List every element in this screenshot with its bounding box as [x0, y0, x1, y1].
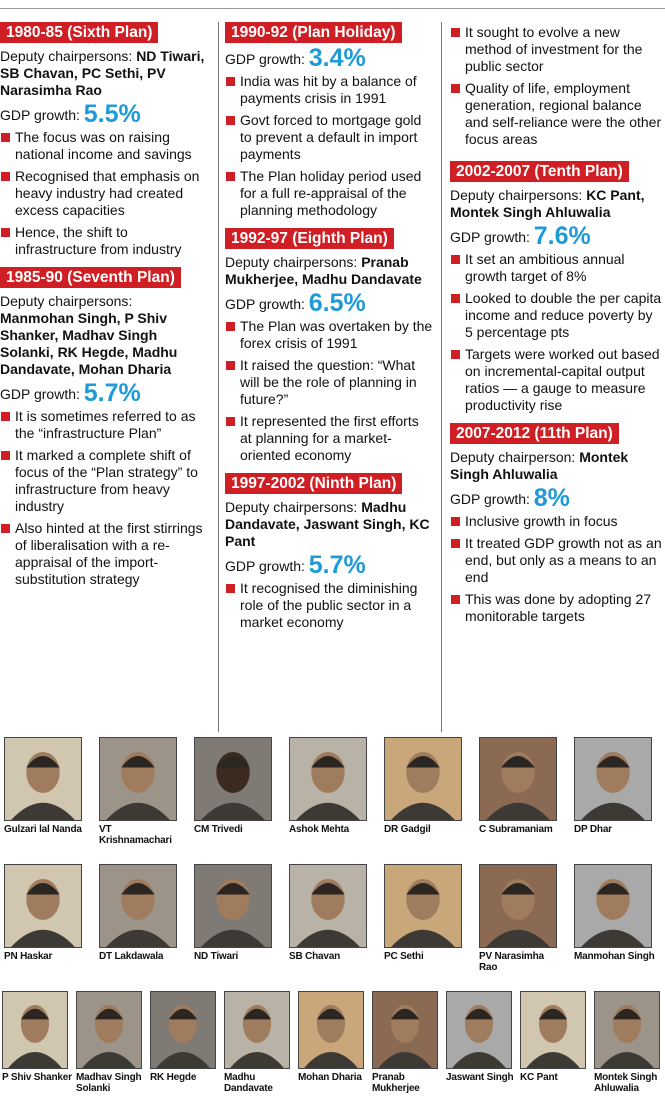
- person-silhouette-icon: [521, 992, 585, 1068]
- bullet-square-icon: [226, 172, 235, 181]
- gdp-value: 7.6%: [533, 222, 591, 250]
- portrait-name: Montek Singh Ahluwalia: [594, 1072, 658, 1094]
- portrait-dr-gadgil: [384, 737, 466, 835]
- portrait-photo: [594, 991, 660, 1069]
- portrait-name: ND Tiwari: [194, 951, 239, 962]
- gdp-value: 8%: [533, 484, 570, 512]
- plan-section-2002-2007-tenth-plan: [450, 161, 664, 414]
- gdp-growth: [225, 291, 433, 316]
- focus-point: [450, 251, 664, 285]
- deputy-label: Deputy chairpersons:: [0, 293, 133, 309]
- portrait-manmohan-singh: [574, 864, 656, 962]
- plan-header: 1997-2002 (Ninth Plan): [225, 473, 402, 494]
- gdp-label: GDP growth:: [225, 51, 309, 67]
- plan-header: 1990-92 (Plan Holiday): [225, 22, 402, 43]
- portrait-jaswant-singh: [446, 991, 516, 1083]
- portrait-name: Gulzari lal Nanda: [4, 824, 82, 835]
- portrait-photo: [150, 991, 216, 1069]
- gdp-label: GDP growth:: [0, 386, 84, 402]
- focus-points: [0, 408, 210, 588]
- bullet-square-icon: [451, 350, 460, 359]
- focus-point-text: It represented the first efforts at planning for a market-oriented economy: [240, 413, 419, 463]
- portrait-photo: [194, 864, 272, 948]
- gdp-label: GDP growth:: [450, 229, 534, 245]
- gdp-label: GDP growth:: [0, 107, 84, 123]
- focus-point: [225, 580, 433, 631]
- deputy-label: Deputy chairpersons:: [225, 254, 362, 270]
- bullet-square-icon: [1, 451, 10, 460]
- plan-header: 2002-2007 (Tenth Plan): [450, 161, 629, 182]
- focus-point: [225, 357, 433, 408]
- focus-point: [0, 447, 210, 515]
- portrait-madhu-dandavate: [224, 991, 294, 1094]
- spacer: [450, 153, 664, 161]
- plan-header: 2007-2012 (11th Plan): [450, 423, 619, 444]
- gdp-growth: [225, 553, 433, 578]
- portrait-name: PV Narasimha Rao: [479, 951, 544, 973]
- gdp-label: GDP growth:: [225, 296, 309, 312]
- focus-point-text: Quality of life, employment generation, regional balance and self-reliance were the other focus areas: [465, 80, 662, 147]
- bullet-square-icon: [1, 172, 10, 181]
- person-silhouette-icon: [195, 865, 271, 947]
- deputy-names: Manmohan Singh, P Shiv Shanker, Madhav Singh Solanki, RK Hegde, Madhu Dandavate, Mohan Dharia: [0, 310, 178, 377]
- person-silhouette-icon: [575, 738, 651, 820]
- portrait-dt-lakdawala: [99, 864, 181, 962]
- bullet-square-icon: [451, 28, 460, 37]
- portrait-mohan-dharia: [298, 991, 368, 1083]
- bullet-square-icon: [1, 412, 10, 421]
- portrait-name: SB Chavan: [289, 951, 340, 962]
- portrait-name: KC Pant: [520, 1072, 558, 1083]
- portrait-p-shiv-shanker: [2, 991, 72, 1083]
- portrait-photo: [479, 737, 557, 821]
- focus-point-text: Recognised that emphasis on heavy industry had created excess capacities: [15, 168, 200, 218]
- bullet-square-icon: [451, 595, 460, 604]
- gdp-growth: [450, 486, 664, 511]
- bullet-square-icon: [451, 517, 460, 526]
- bullet-square-icon: [226, 417, 235, 426]
- focus-point-text: The Plan was overtaken by the forex crisis of 1991: [240, 318, 433, 351]
- bullet-square-icon: [226, 584, 235, 593]
- focus-point: [450, 24, 664, 75]
- focus-points: [0, 129, 210, 258]
- portrait-name: DR Gadgil: [384, 824, 431, 835]
- focus-point-text: Targets were worked out based on incremental-capital output ratios — a gauge to measure productivity rise: [465, 346, 660, 413]
- focus-point-text: Hence, the shift to infrastructure from industry: [15, 224, 182, 257]
- focus-point: [225, 318, 433, 352]
- bullet-square-icon: [451, 539, 460, 548]
- focus-points: [450, 251, 664, 414]
- focus-point-text: Looked to double the per capita income and reduce poverty by 5 percentage pts: [465, 290, 662, 340]
- deputy-chairpersons: [225, 254, 433, 288]
- person-silhouette-icon: [290, 865, 366, 947]
- portrait-pn-haskar: [4, 864, 86, 962]
- plan-section-1985-90-seventh-plan: [0, 267, 210, 588]
- deputy-names: Madhu Dandavate, Jaswant Singh, KC Pant: [225, 499, 430, 549]
- deputy-chairpersons: [450, 449, 664, 483]
- portrait-photo: [224, 991, 290, 1069]
- person-silhouette-icon: [100, 865, 176, 947]
- portrait-c-subramaniam: [479, 737, 561, 835]
- portrait-photo: [4, 737, 82, 821]
- portrait-photo: [289, 864, 367, 948]
- focus-point: [0, 224, 210, 258]
- person-silhouette-icon: [151, 992, 215, 1068]
- bullet-square-icon: [226, 77, 235, 86]
- person-silhouette-icon: [299, 992, 363, 1068]
- focus-point-text: It sought to evolve a new method of investment for the public sector: [465, 24, 643, 74]
- gdp-value: 3.4%: [308, 44, 366, 72]
- focus-point: [450, 591, 664, 625]
- portrait-name: PN Haskar: [4, 951, 53, 962]
- plan-section-2007-2012-11th-plan: [450, 423, 664, 625]
- portrait-name: Pranab Mukherjee: [372, 1072, 420, 1094]
- bullet-square-icon: [226, 361, 235, 370]
- portrait-photo: [99, 864, 177, 948]
- bullet-square-icon: [451, 294, 460, 303]
- person-silhouette-icon: [195, 738, 271, 820]
- portrait-cm-trivedi: [194, 737, 276, 835]
- focus-point: [450, 290, 664, 341]
- portrait-pv-narasimha-rao: [479, 864, 561, 973]
- portrait-photo: [574, 737, 652, 821]
- portrait-name: P Shiv Shanker: [2, 1072, 72, 1083]
- deputy-chairpersons: [0, 48, 210, 99]
- plan-section-1990-92-plan-holiday: [225, 22, 433, 219]
- deputy-label: Deputy chairperson:: [450, 449, 580, 465]
- person-silhouette-icon: [225, 992, 289, 1068]
- focus-point: [0, 408, 210, 442]
- plan-header: 1992-97 (Eighth Plan): [225, 228, 394, 249]
- focus-point: [0, 520, 210, 588]
- plan-header: 1980-85 (Sixth Plan): [0, 22, 158, 43]
- portrait-kc-pant: [520, 991, 590, 1083]
- column-2: [225, 22, 433, 640]
- focus-point: [225, 168, 433, 219]
- focus-points: [225, 318, 433, 464]
- person-silhouette-icon: [5, 738, 81, 820]
- gdp-growth: [450, 224, 664, 249]
- portrait-name: Manmohan Singh: [574, 951, 655, 962]
- column-3: [450, 22, 664, 634]
- focus-point: [225, 413, 433, 464]
- portrait-name: CM Trivedi: [194, 824, 243, 835]
- portrait-photo: [574, 864, 652, 948]
- gdp-value: 5.5%: [83, 100, 141, 128]
- focus-point: [0, 129, 210, 163]
- portrait-photo: [99, 737, 177, 821]
- bullet-square-icon: [226, 322, 235, 331]
- deputy-names: KC Pant, Montek Singh Ahluwalia: [450, 187, 645, 220]
- deputy-names: ND Tiwari, SB Chavan, PC Sethi, PV Narasimha Rao: [0, 48, 205, 98]
- person-silhouette-icon: [77, 992, 141, 1068]
- portrait-photo: [384, 864, 462, 948]
- portrait-name: Mohan Dharia: [298, 1072, 362, 1083]
- column-1: [0, 22, 210, 597]
- plan-section-1980-85-sixth-plan: [0, 22, 210, 258]
- portrait-madhav-singh-solanki: [76, 991, 146, 1094]
- person-silhouette-icon: [5, 865, 81, 947]
- focus-point: [450, 346, 664, 414]
- portrait-photo: [298, 991, 364, 1069]
- plan-section-1992-97-eighth-plan: [225, 228, 433, 464]
- person-silhouette-icon: [595, 992, 659, 1068]
- focus-point-text: Inclusive growth in focus: [465, 513, 618, 529]
- portrait-sb-chavan: [289, 864, 371, 962]
- person-silhouette-icon: [100, 738, 176, 820]
- plan-section-1997-2002-ninth-plan: [225, 473, 433, 631]
- focus-point-text: Also hinted at the first stirrings of liberalisation with a re-appraisal of the import-substitution strategy: [15, 520, 203, 587]
- deputy-label: Deputy chairpersons:: [225, 499, 362, 515]
- portrait-photo: [289, 737, 367, 821]
- person-silhouette-icon: [385, 865, 461, 947]
- person-silhouette-icon: [447, 992, 511, 1068]
- focus-point: [0, 168, 210, 219]
- focus-point: [450, 513, 664, 530]
- focus-point-text: The Plan holiday period used for a full re-appraisal of the planning methodology: [240, 168, 422, 218]
- deputy-label: Deputy chairpersons:: [0, 48, 137, 64]
- gdp-value: 5.7%: [308, 551, 366, 579]
- focus-point: [450, 80, 664, 148]
- focus-point-text: It raised the question: “What will be the role of planning in future?”: [240, 357, 417, 407]
- focus-point-text: India was hit by a balance of payments crisis in 1991: [240, 73, 417, 106]
- deputy-names: Pranab Mukherjee, Madhu Dandavate: [225, 254, 422, 287]
- top-rule: [0, 8, 665, 9]
- focus-point-text: It recognised the diminishing role of the public sector in a market economy: [240, 580, 418, 630]
- portrait-rk-hegde: [150, 991, 220, 1083]
- portrait-photo: [520, 991, 586, 1069]
- column-divider-2: [441, 22, 442, 732]
- portrait-name: PC Sethi: [384, 951, 424, 962]
- bullet-square-icon: [1, 524, 10, 533]
- person-silhouette-icon: [290, 738, 366, 820]
- person-silhouette-icon: [3, 992, 67, 1068]
- portrait-name: DP Dhar: [574, 824, 612, 835]
- focus-points: [225, 73, 433, 219]
- gdp-value: 6.5%: [308, 289, 366, 317]
- portrait-name: DT Lakdawala: [99, 951, 164, 962]
- focus-point: [450, 535, 664, 586]
- portrait-name: C Subramaniam: [479, 824, 553, 835]
- portrait-name: Madhu Dandavate: [224, 1072, 273, 1094]
- gdp-growth: [0, 381, 210, 406]
- portrait-name: Madhav Singh Solanki: [76, 1072, 142, 1094]
- plan-header: 1985-90 (Seventh Plan): [0, 267, 181, 288]
- bullet-square-icon: [1, 133, 10, 142]
- portrait-photo: [446, 991, 512, 1069]
- deputy-chairpersons: [0, 293, 210, 378]
- portrait-photo: [479, 864, 557, 948]
- portrait-name: Jaswant Singh: [446, 1072, 514, 1083]
- portrait-photo: [4, 864, 82, 948]
- portrait-ashok-mehta: [289, 737, 371, 835]
- focus-point: [225, 73, 433, 107]
- portrait-pc-sethi: [384, 864, 466, 962]
- bullet-square-icon: [226, 116, 235, 125]
- portrait-photo: [194, 737, 272, 821]
- focus-point-text: It marked a complete shift of focus of the “Plan strategy” to infrastructure from heavy industry: [15, 447, 198, 514]
- portrait-photo: [76, 991, 142, 1069]
- bullet-square-icon: [451, 84, 460, 93]
- portrait-name: RK Hegde: [150, 1072, 197, 1083]
- portrait-pranab-mukherjee: [372, 991, 442, 1094]
- bullet-square-icon: [1, 228, 10, 237]
- focus-point-text: It treated GDP growth not as an end, but only as a means to an end: [465, 535, 662, 585]
- person-silhouette-icon: [480, 738, 556, 820]
- focus-point-text: Govt forced to mortgage gold to prevent a default in import payments: [240, 112, 422, 162]
- deputy-chairpersons: [450, 187, 664, 221]
- gdp-growth: [225, 46, 433, 71]
- portrait-photo: [384, 737, 462, 821]
- portrait-nd-tiwari: [194, 864, 276, 962]
- portrait-photo: [2, 991, 68, 1069]
- gdp-label: GDP growth:: [225, 558, 309, 574]
- portrait-photo: [372, 991, 438, 1069]
- bullet-square-icon: [451, 255, 460, 264]
- person-silhouette-icon: [575, 865, 651, 947]
- focus-point-text: This was done by adopting 27 monitorable targets: [465, 591, 652, 624]
- portrait-gulzari-lal-nanda: [4, 737, 86, 835]
- gdp-growth: [0, 102, 210, 127]
- deputy-names: Montek Singh Ahluwalia: [450, 449, 629, 482]
- focus-point-text: It is sometimes referred to as the “infrastructure Plan”: [15, 408, 196, 441]
- portrait-vt-krishnamachari: [99, 737, 181, 846]
- portrait-montek-singh-ahluwalia: [594, 991, 664, 1094]
- focus-points: [450, 513, 664, 625]
- deputy-label: Deputy chairpersons:: [450, 187, 587, 203]
- deputy-chairpersons: [225, 499, 433, 550]
- person-silhouette-icon: [385, 738, 461, 820]
- portrait-dp-dhar: [574, 737, 656, 835]
- focus-points: [225, 580, 433, 631]
- portrait-name: Ashok Mehta: [289, 824, 350, 835]
- gdp-label: GDP growth:: [450, 491, 534, 507]
- portrait-name: VT Krishnamachari: [99, 824, 172, 846]
- person-silhouette-icon: [480, 865, 556, 947]
- column-divider-1: [218, 22, 219, 732]
- person-silhouette-icon: [373, 992, 437, 1068]
- focus-point-text: It set an ambitious annual growth target of 8%: [465, 251, 625, 284]
- gdp-value: 5.7%: [83, 379, 141, 407]
- focus-point-text: The focus was on raising national income and savings: [15, 129, 192, 162]
- focus-point: [225, 112, 433, 163]
- ninth-plan-continued-points: [450, 24, 664, 148]
